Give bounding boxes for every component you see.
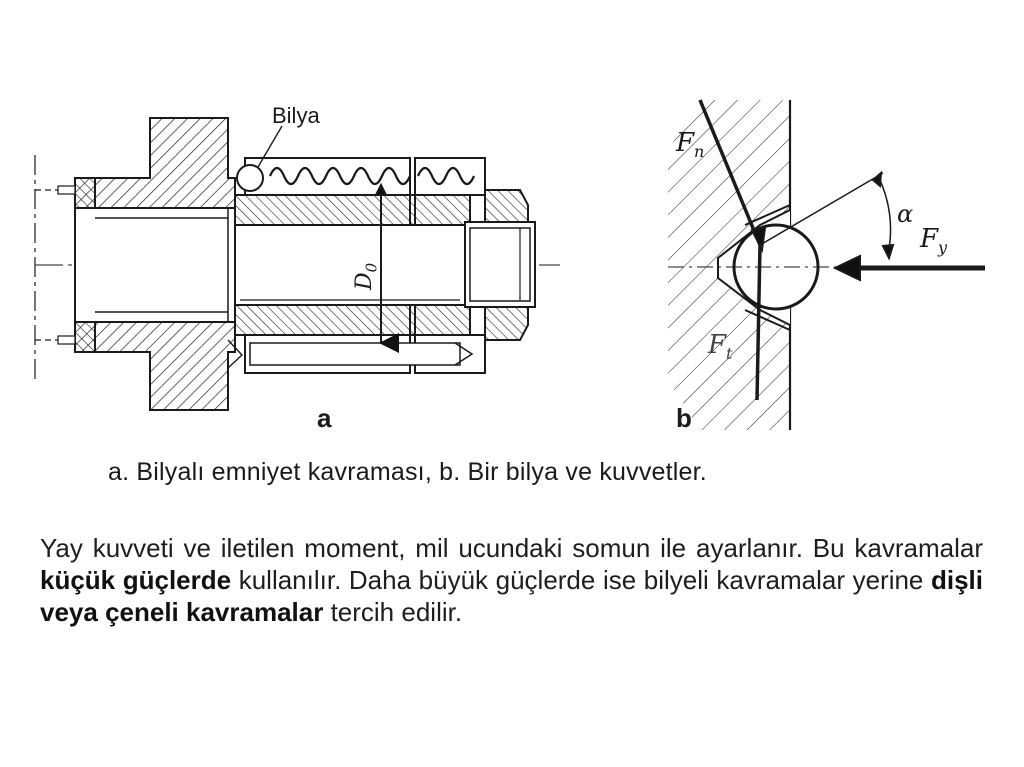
normal-force-sub: n bbox=[694, 142, 705, 162]
subfigure-b-label: b bbox=[676, 403, 692, 433]
paragraph-text-1: Yay kuvveti ve iletilen moment, mil ucundaki somun ile ayarlanır. Bu kavramalar bbox=[40, 533, 983, 563]
body-paragraph bbox=[40, 532, 983, 628]
subfigure-a-label: a bbox=[317, 403, 332, 433]
tangential-force-label bbox=[708, 330, 732, 363]
ball-forces-drawing bbox=[668, 100, 985, 430]
paragraph-bold-1: küçük güçlerde bbox=[40, 565, 232, 595]
paragraph-bold-2: dişli veya çeneli kavramalar bbox=[40, 565, 983, 627]
diameter-label-sub: 0 bbox=[362, 262, 381, 273]
normal-force-main: F bbox=[676, 128, 695, 158]
axial-force-sub: y bbox=[938, 238, 948, 258]
diameter-label-main: D bbox=[352, 272, 377, 290]
figure-caption: a. Bilyalı emniyet kavraması, b. Bir bilya ve kuvvetler. bbox=[108, 458, 707, 486]
paragraph-text-3: tercih edilir. bbox=[323, 597, 463, 627]
alpha-label: α bbox=[897, 200, 914, 228]
diameter-label bbox=[352, 263, 380, 290]
clutch-drawing bbox=[35, 118, 560, 410]
paragraph-text-2: kullanılır. Daha büyük güçlerde ise bilyeli kavramalar yerine bbox=[231, 565, 931, 595]
axial-force-main: F bbox=[920, 224, 939, 254]
axial-force-label bbox=[920, 224, 947, 257]
tangential-force-main: F bbox=[708, 330, 727, 360]
ball-label: Bilya bbox=[272, 103, 320, 128]
tangential-force-sub: t bbox=[726, 344, 733, 364]
normal-force-label bbox=[676, 128, 704, 161]
